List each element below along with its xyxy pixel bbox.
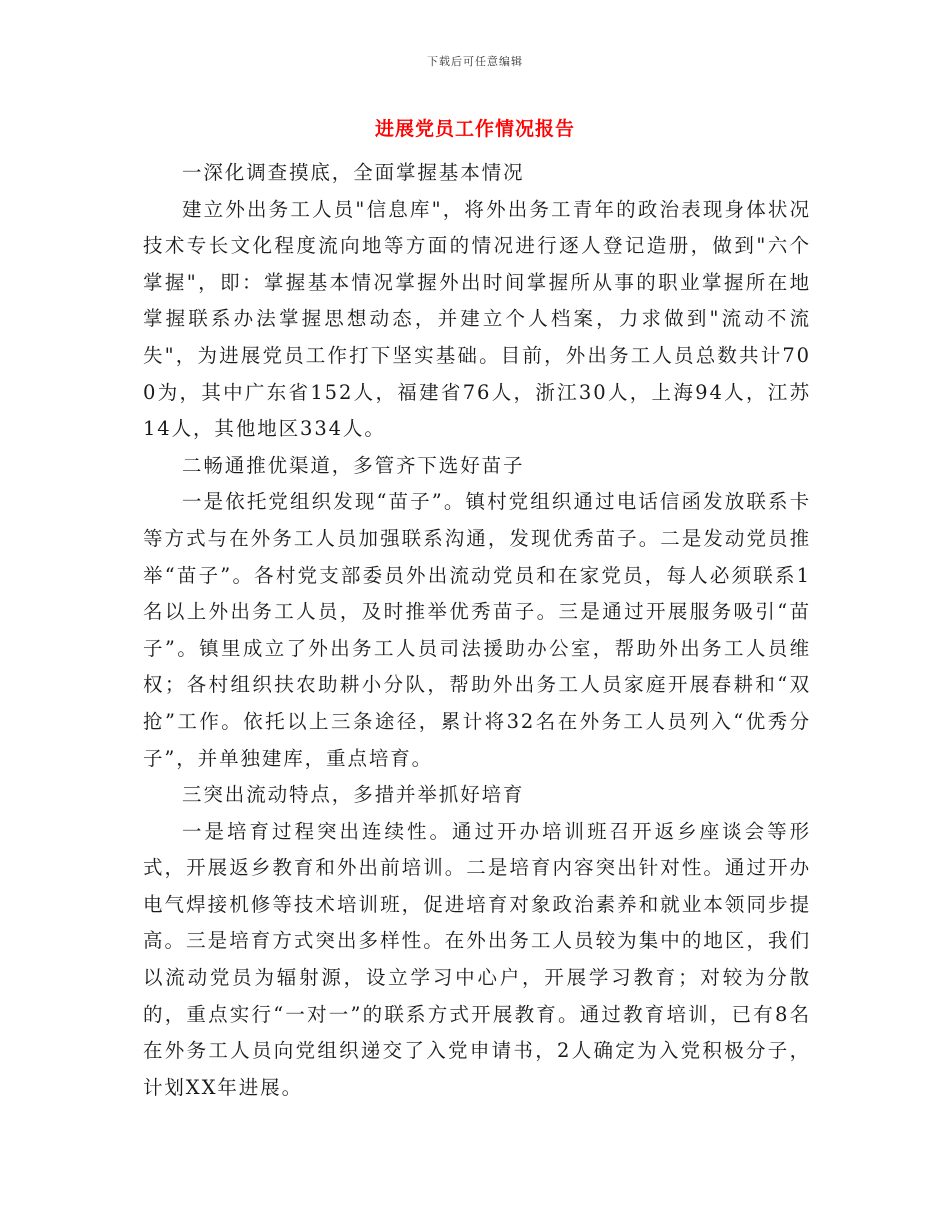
paragraph-1: 建立外出务工人员"信息库"，将外出务工青年的政治表现身体状况技术专长文化程度流向地等方面的情况进行逐人登记造册，做到"六个掌握"，即：掌握基本情况掌握外出时间掌握所从事的职业掌握所在地掌握联系办法掌握思想动态，并建立个人档案，力求做到"流动不流失"，为进展党员工作打下坚实基础。目前，外出务工人员总数共计700为，其中广东省152人，福建省76人，浙江30人，上海94人，江苏14人，其他地区334人。 bbox=[143, 197, 811, 441]
paragraph-2: 一是依托党组织发现“苗子”。镇村党组织通过电话信函发放联系卡等方式与在外务工人员加强联系沟通，发现优秀苗子。二是发动党员推举“苗子”。各村党支部委员外出流动党员和在家党员，每人必须联系1名以上外出务工人员，及时推举优秀苗子。三是通过开展服务吸引“苗子”。镇里成立了外出务工人员司法援助办公室，帮助外出务工人员维权；各村组织扶农助耕小分队，帮助外出务工人员家庭开展春耕和“双抢”工作。依托以上三条途径，累计将32名在外务工人员列入“优秀分子”，并单独建库，重点培育。 bbox=[143, 490, 811, 770]
paragraph-3: 一是培育过程突出连续性。通过开办培训班召开返乡座谈会等形式，开展返乡教育和外出前培训。二是培育内容突出针对性。通过开办电气焊接机修等技术培训班，促进培育对象政治素养和就业本领同步提高。三是培育方式突出多样性。在外出务工人员较为集中的地区，我们以流动党员为辐射源，设立学习中心户，开展学习教育；对较为分散的，重点实行“一对一”的联系方式开展教育。通过教育培训，已有8名在外务工人员向党组织递交了入党申请书，2人确定为入党积极分子，计划XX年进展。 bbox=[143, 819, 811, 1099]
header-note: 下载后可任意编辑 bbox=[427, 55, 523, 68]
document-body bbox=[143, 155, 811, 1106]
section-heading-2: 二畅通推优渠道，多管齐下选好苗子 bbox=[182, 453, 525, 477]
section-heading-3: 三突出流动特点，多措并举抓好培育 bbox=[182, 783, 525, 807]
document-title: 进展党员工作情况报告 bbox=[374, 118, 575, 140]
section-heading-1: 一深化调查摸底，全面掌握基本情况 bbox=[182, 161, 525, 184]
